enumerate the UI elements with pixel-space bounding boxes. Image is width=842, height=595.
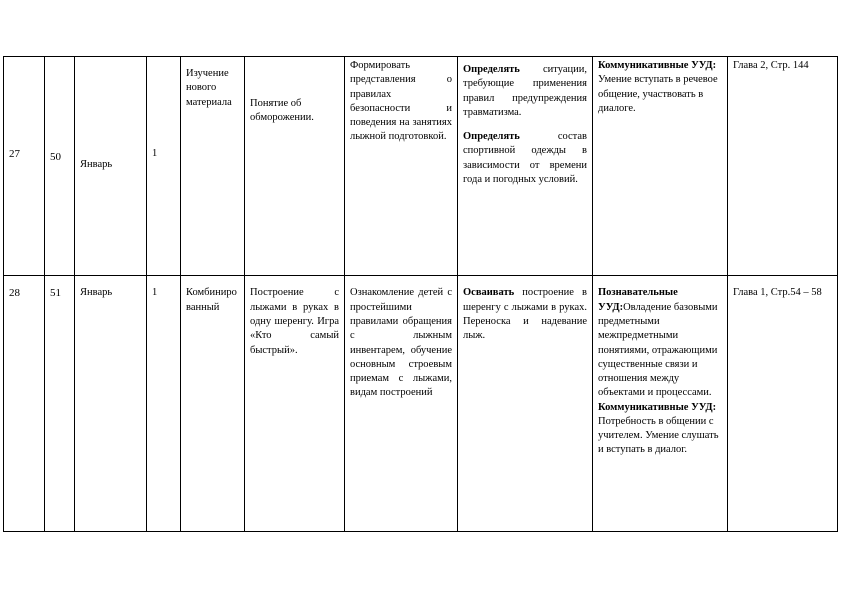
lesson-plan-table [3,56,838,532]
activity-lead: Осваивать [463,287,515,299]
uud-cell [593,276,728,532]
uud-text: Потребность в общении с учителем. Умение слушать и вступать в диалог. [598,415,719,456]
activity-item [463,286,587,343]
activity-item [463,130,587,187]
content-text: Формировать представления о правилах безопасности и поведения на занятиях лыжной подготовкой. [350,60,452,143]
activities-cell [458,57,593,276]
uud-lead: Познавательные УУД: [598,287,678,313]
lesson-content-cell [345,276,458,532]
uud-item [598,286,722,400]
lesson-number-cell: 28 [4,276,45,532]
hours-count-cell: 1 [147,57,181,276]
lesson-type-cell: Комбинированный [181,276,245,532]
lesson-topic-cell [245,276,345,532]
uud-item [598,59,722,116]
hour-number-cell: 51 [45,276,75,532]
textbook-ref-cell: Глава 2, Стр. 144 [728,57,838,276]
uud-item [598,401,722,458]
table-row [4,57,838,276]
month-cell: Январь [75,57,147,276]
uud-lead: Коммуникативные УУД: [598,401,717,413]
uud-text: Умение вступать в речевое общение, участвовать в диалоге. [598,74,718,114]
topic-text: Построение с лыжами в руках в одну шеренгу. Игра «Кто самый быстрый». [250,287,339,356]
uud-cell [593,57,728,276]
hours-count-cell: 1 [147,276,181,532]
activity-text: состав спортивной одежды в зависимости от времени года и погодных условий. [463,131,587,185]
textbook-ref-cell: Глава 1, Стр.54 – 58 [728,276,838,532]
lesson-type-cell: Изучение нового материала [181,57,245,276]
uud-text: Овладение базовыми предметными межпредметными понятиями, отражающими существенные связи и отношения между объектами и процессами. [598,301,718,399]
table-row [4,276,838,532]
content-text: Ознакомление детей с простейшими правилами обращения с лыжным инвентарем, обучение основным строевым приемам с лыжами, видам построений [350,287,452,399]
uud-lead: Коммуникативные УУД: [598,60,717,71]
hour-number-cell: 50 [45,57,75,276]
activity-text: ситуации, требующие применения правил предупреждения травматизма. [463,64,587,118]
lesson-number-cell: 27 [4,57,45,276]
activity-lead: Определять [463,64,520,75]
activity-text: построение в шеренгу с лыжами в руках. Переноска и надевание лыж. [463,287,587,342]
lesson-content-cell [345,57,458,276]
month-cell: Январь [75,276,147,532]
activity-item [463,63,587,120]
activity-lead: Определять [463,131,520,143]
activities-cell [458,276,593,532]
lesson-topic-cell: Понятие об обморожении. [245,57,345,276]
